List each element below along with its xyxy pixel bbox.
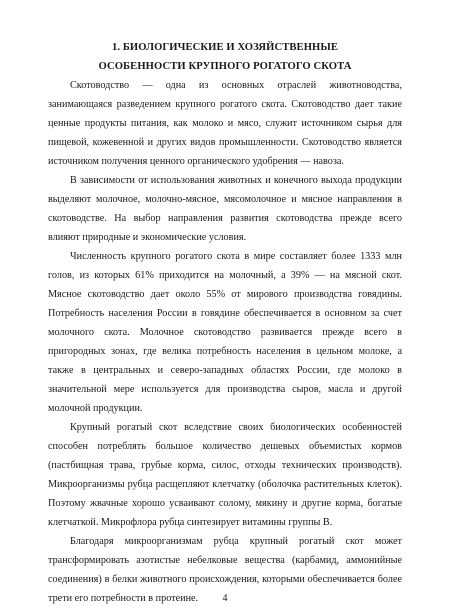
paragraph-2: В зависимости от использования животных и конечного выхода продукции выделяют молочное, молочно-мясное, мясомолочное и мясное направления в скотоводстве. На выбор направления развития скотоводства прежде всего влияют природные и экономические условия. <box>48 175 402 243</box>
section-heading <box>48 38 402 76</box>
paragraph-1: Скотоводство — одна из основных отраслей животноводства, занимающаяся разведением крупного рогатого скота. Скотоводство дает такие ценные продукты питания, как молоко и мясо, служит источником сырья для пищевой, кожевенной и других видов промышленности. Скотоводство является источником получения ценного органического удобрения — навоза. <box>48 80 402 167</box>
paragraph-3: Численность крупного рогатого скота в мире составляет более 1333 млн голов, из которых 61% приходится на молочный, а 39% — на мясной скот. Мясное скотоводство дает около 55% от мирового производства говядины. Потребность населения России в говядине обеспечивается в основном за счет молочного скота. Молочное скотоводство развивается прежде всего в пригородных зонах, где велика потребность населения в цельном молоке, а также в центральных и северо-западных областях России, где молоко в значительной мере используется для производства сыров, масла и другой молочной продукции. <box>48 251 402 414</box>
document-page <box>48 38 402 608</box>
heading-line-1: 1. БИОЛОГИЧЕСКИЕ И ХОЗЯЙСТВЕННЫЕ <box>111 42 339 53</box>
heading-line-2: ОСОБЕННОСТИ КРУПНОГО РОГАТОГО СКОТА <box>98 61 352 72</box>
paragraph-4: Крупный рогатый скот вследствие своих биологических особенностей способен потреблять большое количество дешевых объемистых кормов (пастбищная трава, грубые корма, силос, отходы технических производств). Микроорганизмы рубца расщепляют клетчатку (оболочка растительных клеток). Поэтому жвачные хорошо усваивают солому, мякину и другие корма, богатые клетчаткой. Микрофлора рубца синтезирует витамины группы В. <box>48 422 402 528</box>
page-number: 4 <box>222 593 228 604</box>
paragraph-5: Благодаря микроорганизмам рубца крупный рогатый скот может трансформировать азотистые небелковые вещества (карбамид, аммонийные соединения) в белки животного происхождения, которыми обеспечивается более трети его потребности в протеине. <box>48 536 402 604</box>
